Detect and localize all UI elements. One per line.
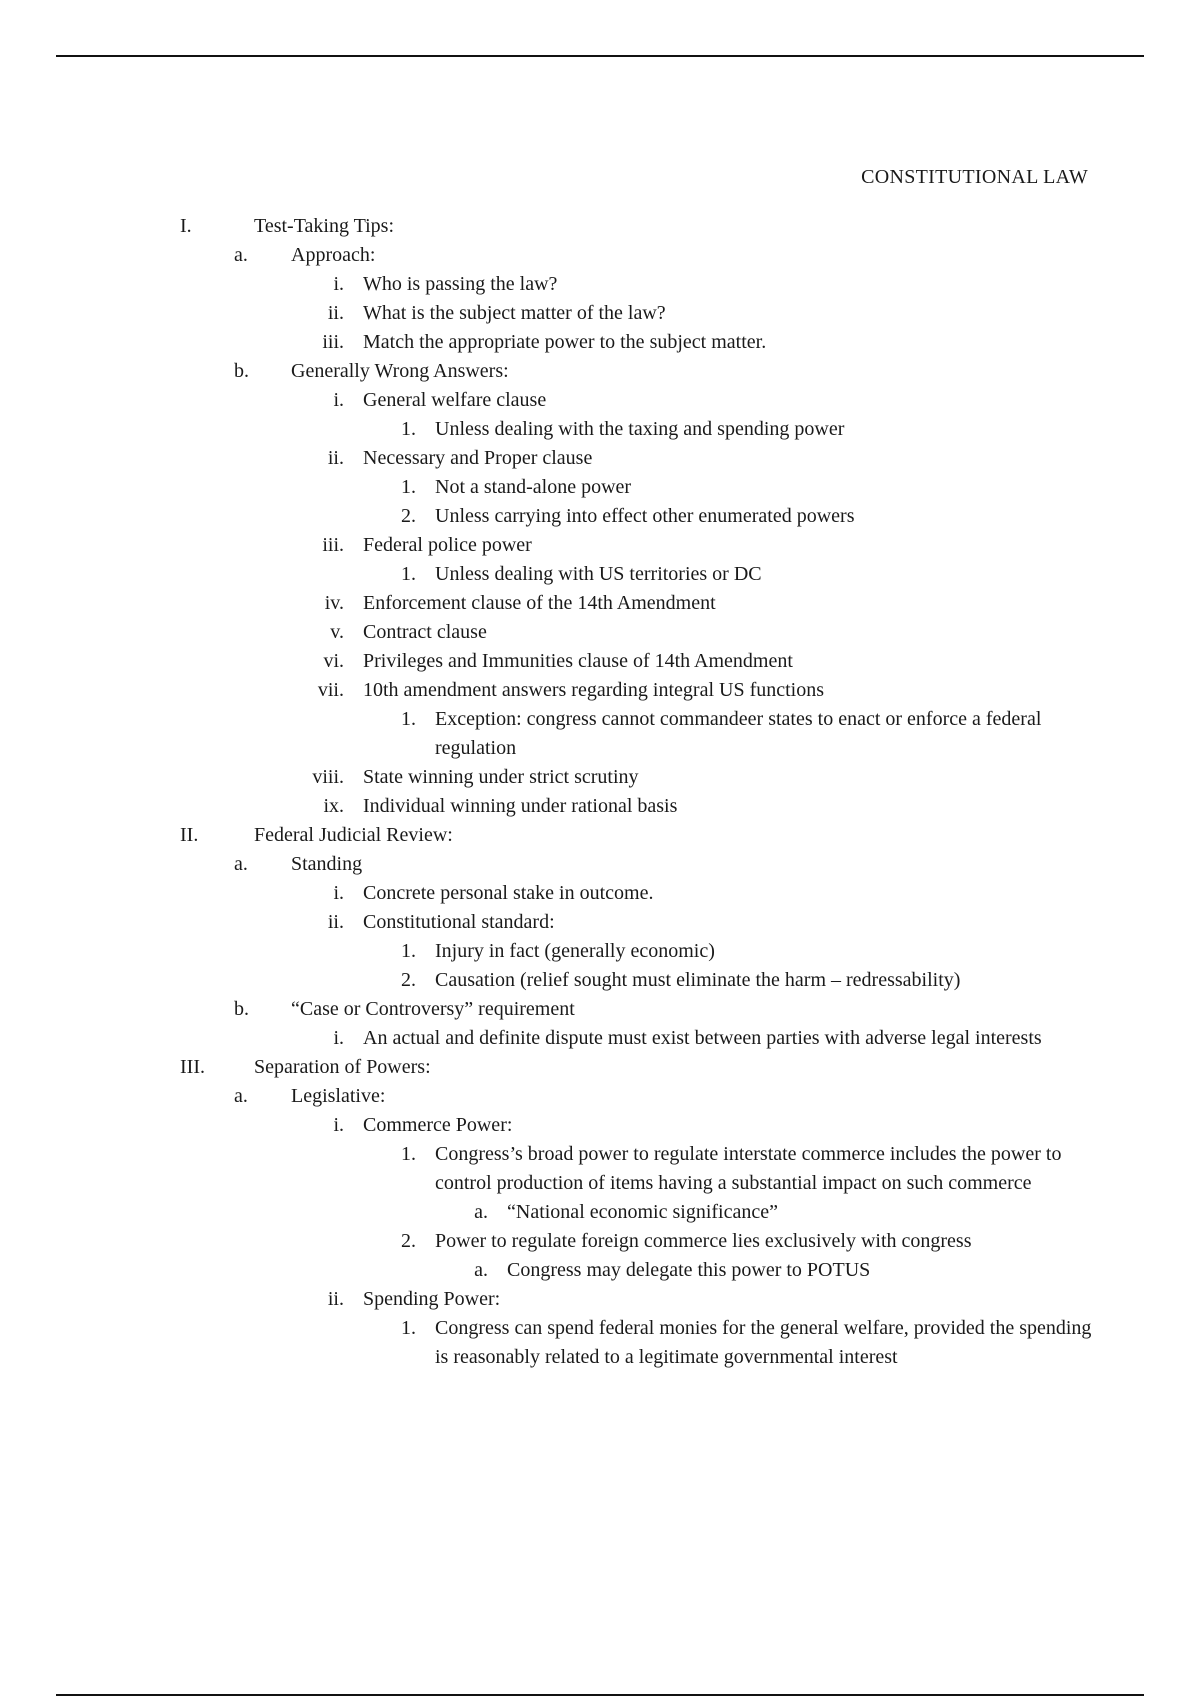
outline-text: Causation (relief sought must eliminate the harm – redressability) (435, 969, 961, 991)
outline-marker: a. (234, 853, 248, 875)
outline-marker: ii. (327, 302, 344, 324)
bottom-rule (56, 1694, 1144, 1696)
outline-text: Commerce Power: (363, 1114, 513, 1136)
outline-marker: 1. (401, 1317, 416, 1339)
outline-text: “Case or Controversy” requirement (291, 998, 575, 1020)
outline-text: Unless carrying into effect other enumerated powers (435, 505, 855, 527)
outline-item (0, 328, 1200, 357)
outline-marker: 1. (401, 940, 416, 962)
outline-marker: II. (180, 824, 199, 846)
outline-marker: 1. (401, 708, 416, 730)
outline-item (0, 415, 1200, 444)
outline-item (0, 473, 1200, 502)
outline-text: Generally Wrong Answers: (291, 360, 509, 382)
outline-item (0, 444, 1200, 473)
outline-marker: 2. (401, 505, 416, 527)
outline-text: Who is passing the law? (363, 273, 558, 295)
outline-item (0, 270, 1200, 299)
outline-text: Congress may delegate this power to POTUS (507, 1259, 871, 1281)
outline-text: Approach: (291, 244, 376, 266)
outline-marker: iv. (324, 592, 344, 614)
outline-marker: vii. (317, 679, 344, 701)
outline-marker: b. (234, 360, 249, 382)
outline-text: Contract clause (363, 621, 487, 643)
outline-item (0, 647, 1200, 676)
outline-marker: 2. (401, 1230, 416, 1252)
outline-marker: a. (474, 1259, 488, 1281)
outline-item (0, 589, 1200, 618)
outline (0, 212, 1200, 1372)
outline-item (0, 1082, 1200, 1111)
outline-item (0, 705, 1200, 763)
outline-marker: b. (234, 998, 249, 1020)
outline-item (0, 676, 1200, 705)
outline-marker: I. (180, 215, 192, 237)
outline-item (0, 763, 1200, 792)
outline-marker: a. (234, 1085, 248, 1107)
outline-item (0, 1256, 1200, 1285)
outline-marker: i. (333, 1027, 344, 1049)
outline-item (0, 618, 1200, 647)
outline-item (0, 1111, 1200, 1140)
outline-item (0, 821, 1200, 850)
outline-text: Constitutional standard: (363, 911, 555, 933)
outline-text: State winning under strict scrutiny (363, 766, 639, 788)
outline-text: Concrete personal stake in outcome. (363, 882, 654, 904)
outline-text: 10th amendment answers regarding integral US functions (363, 679, 824, 701)
outline-marker: i. (333, 273, 344, 295)
outline-text: Necessary and Proper clause (363, 447, 593, 469)
outline-item (0, 1285, 1200, 1314)
outline-item (0, 995, 1200, 1024)
outline-text: Unless dealing with the taxing and spending power (435, 418, 845, 440)
outline-text: Privileges and Immunities clause of 14th Amendment (363, 650, 793, 672)
outline-item (0, 792, 1200, 821)
outline-marker: 1. (401, 476, 416, 498)
outline-item (0, 850, 1200, 879)
outline-item (0, 879, 1200, 908)
outline-item (0, 386, 1200, 415)
outline-text: “National economic significance” (507, 1201, 778, 1223)
outline-marker: 1. (401, 563, 416, 585)
outline-item (0, 1198, 1200, 1227)
outline-marker: i. (333, 882, 344, 904)
outline-item (0, 1314, 1200, 1372)
outline-marker: vi. (323, 650, 344, 672)
outline-item (0, 908, 1200, 937)
outline-item (0, 299, 1200, 328)
outline-marker: i. (333, 389, 344, 411)
outline-item (0, 241, 1200, 270)
page-title: CONSTITUTIONAL LAW (861, 166, 1088, 188)
outline-item (0, 1053, 1200, 1082)
outline-item (0, 531, 1200, 560)
outline-marker: viii. (312, 766, 344, 788)
outline-item (0, 212, 1200, 241)
outline-text: Spending Power: (363, 1288, 501, 1310)
outline-marker: 1. (401, 1143, 416, 1165)
outline-marker: 2. (401, 969, 416, 991)
outline-marker: ii. (327, 447, 344, 469)
outline-text: Separation of Powers: (254, 1056, 431, 1078)
outline-text: What is the subject matter of the law? (363, 302, 666, 324)
outline-text: Individual winning under rational basis (363, 795, 678, 817)
outline-item (0, 357, 1200, 386)
outline-marker: iii. (322, 331, 344, 353)
outline-text: Unless dealing with US territories or DC (435, 563, 762, 585)
outline-marker: ii. (327, 1288, 344, 1310)
outline-item (0, 502, 1200, 531)
outline-text: Federal police power (363, 534, 532, 556)
outline-text: Test-Taking Tips: (254, 215, 394, 237)
outline-item (0, 1024, 1200, 1053)
outline-marker: v. (330, 621, 344, 643)
outline-marker: i. (333, 1114, 344, 1136)
outline-text: Exception: congress cannot commandeer states to enact or enforce a federal regulation (435, 708, 1042, 759)
outline-text: Congress can spend federal monies for the general welfare, provided the spending is reasonably related to a legitimate governmental interest (435, 1317, 1092, 1368)
outline-text: Legislative: (291, 1085, 386, 1107)
outline-marker: 1. (401, 418, 416, 440)
outline-marker: a. (474, 1201, 488, 1223)
outline-item (0, 966, 1200, 995)
top-rule (56, 55, 1144, 57)
outline-item (0, 937, 1200, 966)
outline-text: Match the appropriate power to the subject matter. (363, 331, 767, 353)
outline-item (0, 560, 1200, 589)
outline-item (0, 1140, 1200, 1198)
outline-text: Congress’s broad power to regulate interstate commerce includes the power to control production of items having a substantial impact on such commerce (435, 1143, 1062, 1194)
outline-item (0, 1227, 1200, 1256)
outline-marker: ix. (323, 795, 344, 817)
outline-marker: a. (234, 244, 248, 266)
outline-marker: III. (180, 1056, 205, 1078)
outline-text: General welfare clause (363, 389, 547, 411)
outline-text: Federal Judicial Review: (254, 824, 453, 846)
outline-marker: iii. (322, 534, 344, 556)
outline-text: Standing (291, 853, 363, 875)
outline-marker: ii. (327, 911, 344, 933)
outline-text: Enforcement clause of the 14th Amendment (363, 592, 716, 614)
outline-text: Power to regulate foreign commerce lies exclusively with congress (435, 1230, 972, 1252)
outline-text: Injury in fact (generally economic) (435, 940, 715, 962)
outline-text: Not a stand-alone power (435, 476, 632, 498)
outline-text: An actual and definite dispute must exist between parties with adverse legal interests (363, 1027, 1042, 1049)
